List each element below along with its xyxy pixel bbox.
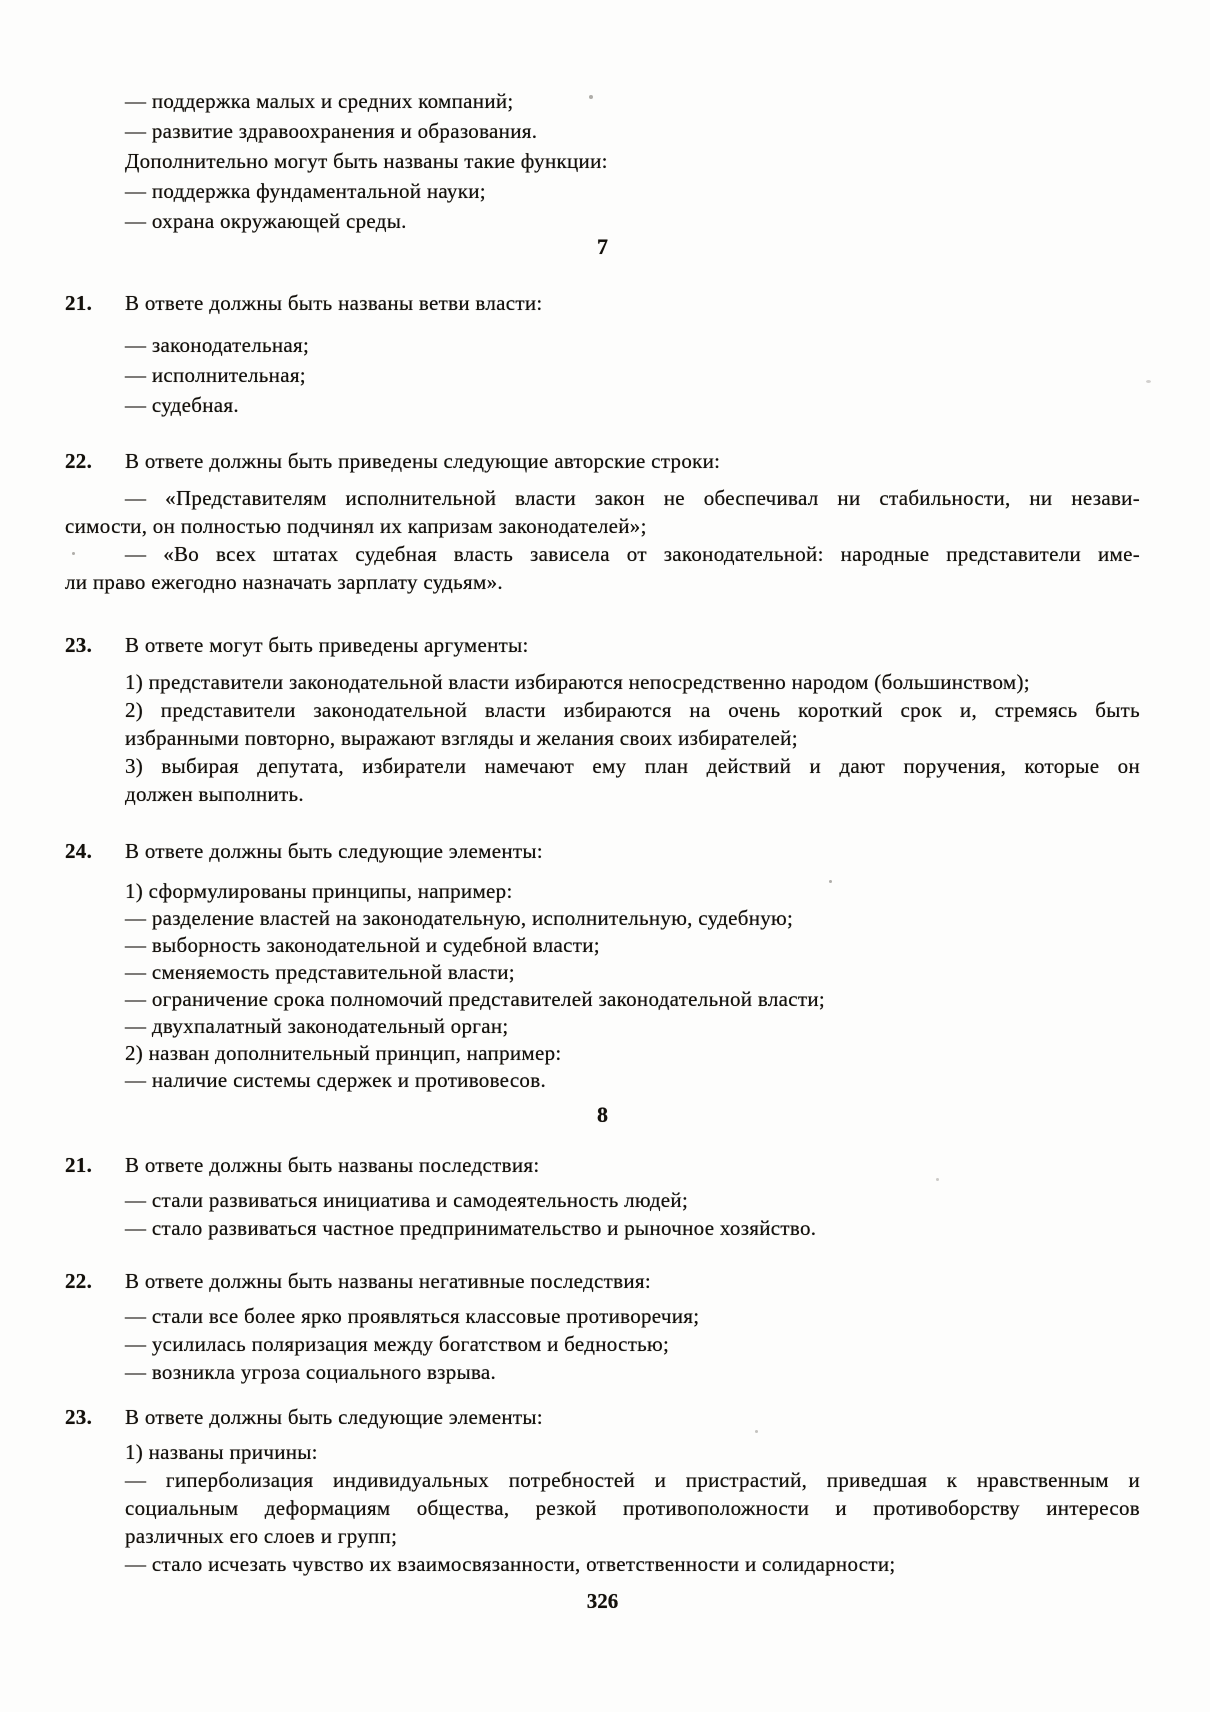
item-lead: В ответе могут быть приведены аргументы: (125, 633, 529, 657)
item-lead: В ответе должны быть приведены следующие авторские строки: (125, 449, 721, 473)
section-heading: 8 (597, 1102, 608, 1127)
text-line: избранными повторно, выражают взгляды и желания своих избирателей; (125, 726, 798, 750)
text-line: 1) сформулированы принципы, например: (125, 879, 513, 903)
scan-speck (589, 95, 593, 99)
text-line: 2) назван дополнительный принцип, например: (125, 1041, 562, 1065)
text-line: социальным деформациям общества, резкой противоположности и противоборству интересов (125, 1496, 1140, 1520)
item-lead: В ответе должны быть следующие элементы: (125, 1405, 543, 1429)
text-line: — возникла угроза социального взрыва. (125, 1360, 497, 1384)
answer-item (65, 1150, 1140, 1242)
page-number: 326 (586, 1589, 619, 1613)
item-number: 22. (65, 449, 93, 473)
item-number: 23. (65, 633, 93, 657)
text-line: — «Представителям исполнительной власти закон не обеспечивал ни стабильности, ни незави- (125, 486, 1140, 510)
text-line: — выборность законодательной и судебной власти; (125, 933, 600, 957)
text-line: — развитие здравоохранения и образования. (125, 119, 538, 143)
item-body (65, 1302, 1140, 1386)
text-line: должен выполнить. (125, 782, 304, 806)
item-body (65, 1186, 1140, 1242)
text-line: — наличие системы сдержек и противовесов. (125, 1068, 546, 1092)
scan-speck (829, 880, 832, 883)
item-lead: В ответе должны быть названы последствия: (125, 1153, 540, 1177)
text-line: — двухпалатный законодательный орган; (125, 1014, 509, 1038)
text-line: симости, он полностью подчинял их капризам законодателей»; (65, 514, 647, 538)
item-number: 21. (65, 291, 93, 315)
scan-speck (755, 1430, 758, 1433)
text-line: — сменяемость представительной власти; (125, 960, 515, 984)
text-line: — охрана окружающей среды. (125, 209, 407, 233)
text-line: — исполнительная; (125, 363, 306, 387)
answer-item (65, 288, 1140, 420)
answer-item (65, 446, 1140, 596)
text-line: — стало развиваться частное предпринимательство и рыночное хозяйство. (125, 1216, 817, 1240)
item-number: 24. (65, 839, 93, 863)
text-line: 2) представители законодательной власти избираются на очень короткий срок и, стремясь быть (125, 698, 1140, 722)
scan-speck (936, 1178, 939, 1181)
text-line: — разделение властей на законодательную, исполнительную, судебную; (125, 906, 794, 930)
text-line: — ограничение срока полномочий представителей законодательной власти; (125, 987, 825, 1011)
text-line: Дополнительно могут быть названы такие функции: (125, 149, 608, 173)
text-line: — стали развиваться инициатива и самодеятельность людей; (125, 1188, 689, 1212)
answer-item (65, 630, 1140, 808)
text-line: — законодательная; (125, 333, 310, 357)
text-line: — стали все более ярко проявляться классовые противоречия; (125, 1304, 700, 1328)
item-number: 21. (65, 1153, 93, 1177)
item-body (65, 878, 1140, 1094)
section-heading: 7 (597, 234, 608, 259)
text-line: ли право ежегодно назначать зарплату судьям». (65, 570, 503, 594)
text-line: различных его слоев и групп; (125, 1524, 398, 1548)
text-line: — поддержка малых и средних компаний; (125, 89, 514, 113)
item-lead: В ответе должны быть следующие элементы: (125, 839, 543, 863)
answer-item (65, 1402, 1140, 1578)
text-line: — поддержка фундаментальной науки; (125, 179, 486, 203)
scan-speck (1146, 380, 1151, 383)
text-line: — судебная. (125, 393, 239, 417)
text-line: — гиперболизация индивидуальных потребностей и пристрастий, приведшая к нравственным и (125, 1468, 1140, 1492)
text-line: — стало исчезать чувство их взаимосвязанности, ответственности и солидарности; (125, 1552, 896, 1576)
item-body (65, 330, 1140, 420)
text-line: 3) выбирая депутата, избиратели намечают ему план действий и дают поручения, которые он (125, 754, 1140, 778)
item-body (65, 668, 1140, 808)
answer-item (65, 1266, 1140, 1386)
item-body (65, 484, 1140, 596)
item-lead: В ответе должны быть названы негативные последствия: (125, 1269, 651, 1293)
intro-block (65, 86, 1140, 236)
item-number: 22. (65, 1269, 93, 1293)
answer-item (65, 836, 1140, 1094)
text-line: — усилилась поляризация между богатством и бедностью; (125, 1332, 670, 1356)
item-number: 23. (65, 1405, 93, 1429)
scan-speck (72, 552, 75, 555)
text-line: — «Во всех штатах судебная власть зависела от законодательной: народные представители име- (125, 542, 1140, 566)
text-line: 1) названы причины: (125, 1440, 318, 1464)
item-lead: В ответе должны быть названы ветви власти: (125, 291, 543, 315)
item-body (65, 1438, 1140, 1578)
text-line: 1) представители законодательной власти избираются непосредственно народом (большинством); (125, 670, 1030, 694)
